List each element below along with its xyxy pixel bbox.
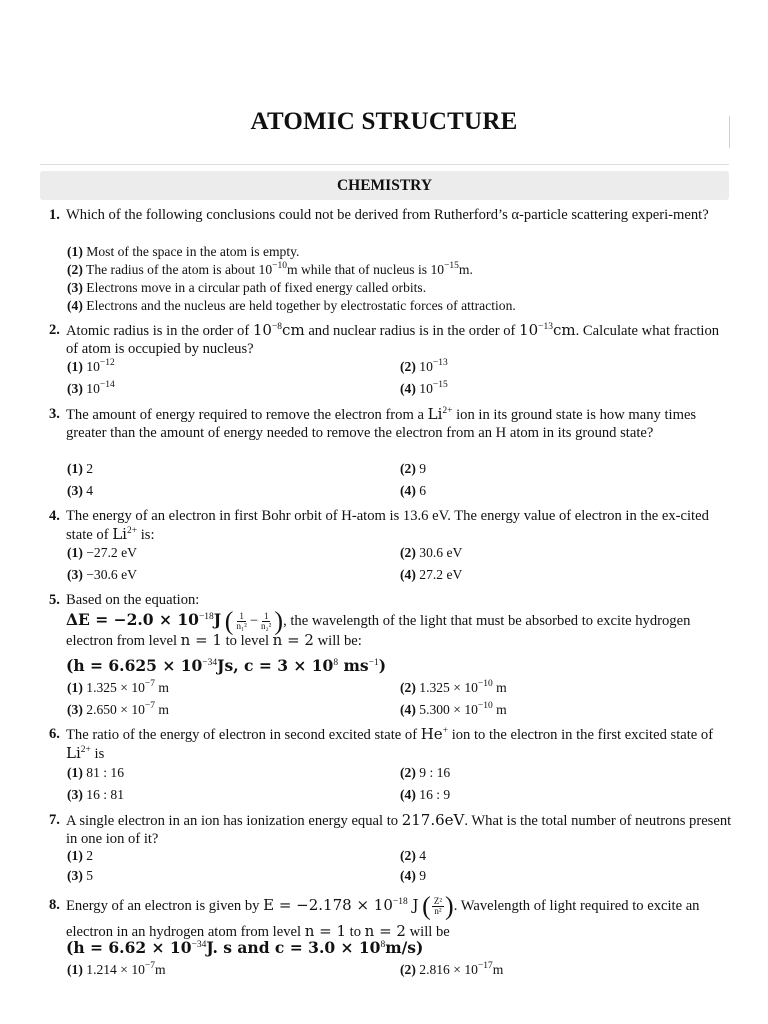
option-1: (1) $10^{-12}$ <box>67 358 115 374</box>
question-number: 2. <box>49 322 60 338</box>
option-2: (2) $10^{-13}$ <box>400 358 448 374</box>
subject-banner: CHEMISTRY <box>40 171 729 200</box>
question-text: Atomic radius is in the order of $10^{-8}cm$ and nuclear radius is in the order of $10^{-13}cm$. Calculate what fraction of atom is occupied by nucleus? <box>66 321 720 357</box>
question-3 <box>49 405 733 442</box>
option-text: Electrons and the nucleus are held together by electrostatic forces of attraction. <box>86 298 516 313</box>
option-2: (2) 30.6 eV <box>400 545 463 560</box>
option-text: The radius of the atom is about 10 <box>86 262 273 277</box>
option-label: (1) <box>67 244 83 259</box>
option-label: (4) <box>67 298 83 313</box>
question-text: The ratio of the energy of electron in second excited state of He+ ion to the electron in the first excited state of $Li^{2+}$ is <box>66 725 714 762</box>
question-text: Energy of an electron is given by $E = -2.178 \times 10^{-18}$ J ( $\frac{\text{Z²}}{\text{n²}}$ ). Wavelength of light required to excite an electron in an hydrogen atom from level n = 1 to n = 2 will be <box>66 891 700 940</box>
header-divider <box>729 116 730 148</box>
option-3 <box>67 280 426 296</box>
option-1: (1) $1.214 \times 10^{-7}m$ <box>67 961 166 977</box>
option-4 <box>67 298 516 314</box>
question-5 <box>49 591 733 609</box>
question-number: 1. <box>49 207 60 223</box>
option-2 <box>67 262 473 278</box>
option-4: (4) $10^{-15}$ <box>400 380 448 396</box>
option-1: (1) 81 : 16 <box>67 765 125 780</box>
option-text: m while that of nucleus is 10 <box>287 262 445 277</box>
option-2: (2) 4 <box>400 848 427 863</box>
option-4: (4) 6 <box>400 483 427 498</box>
question-number: 5. <box>49 592 60 608</box>
question-number: 7. <box>49 812 60 828</box>
option-2: (2) 9 <box>400 461 427 476</box>
option-3: (3) 4 <box>67 483 94 498</box>
option-1: (1) −27.2 eV <box>67 545 137 560</box>
option-1 <box>67 244 299 260</box>
question-text: A single electron in an ion has ionization energy equal to 217.6eV. What is the total number of neutrons present in one ion of it? <box>66 811 732 847</box>
option-4: (4) 27.2 eV <box>400 567 463 582</box>
fraction: $\frac{\text{Z²}}{\text{n²}}$ <box>433 896 443 917</box>
question-5-body: $\Delta E = -2.0 \times 10^{-18}J$ ( $\frac{1}{\text{n₁²}}$ − $\frac{1}{\text{n₂²}}$ ), the wavelength of the light that must be absorbed to excite hydrogen electron from level n = 1 to level n = 2 will be: <box>66 606 691 650</box>
question-text: The amount of energy required to remove the electron from a $Li^{2+}$ ion in its ground state is how many times greater than the amount of energy needed to remove the electron from an H atom in its ground state? <box>66 405 697 441</box>
option-3: (3) 16 : 81 <box>67 787 125 802</box>
question-text: Which of the following conclusions could not be derived from Rutherford’s α-particle scattering experi-ment? <box>66 207 709 223</box>
question-number: 3. <box>49 406 60 422</box>
option-text: Most of the space in the atom is empty. <box>86 244 300 259</box>
option-text: m. <box>458 262 473 277</box>
question-7 <box>49 811 733 848</box>
option-1: (1) $1.325 \times 10^{-7}$ m <box>67 679 170 695</box>
fraction: $\frac{1}{\text{n₁²}}$ <box>236 611 247 632</box>
option-2: (2) 9 : 16 <box>400 765 451 780</box>
question-number: 4. <box>49 508 60 524</box>
exponent: −15 <box>444 261 459 271</box>
option-4: (4) 16 : 9 <box>400 787 451 802</box>
question-text: Based on the equation: <box>66 592 200 608</box>
equation: ΔE = −2.0 × 10 <box>66 610 199 629</box>
option-1: (1) 2 <box>67 848 94 863</box>
exponent: −10 <box>272 261 287 271</box>
page-title: ATOMIC STRUCTURE <box>250 108 518 135</box>
option-2: (2) $1.325 \times 10^{-10}$ m <box>400 679 507 695</box>
question-6 <box>49 725 733 763</box>
fraction: $\frac{1}{\text{n₂²}}$ <box>261 611 272 632</box>
option-1: (1) 2 <box>67 461 94 476</box>
question-number: 8. <box>49 897 60 913</box>
option-text: Electrons move in a circular path of fixed energy called orbits. <box>86 280 427 295</box>
option-3: (3) $10^{-14}$ <box>67 380 115 396</box>
option-3: (3) 5 <box>67 868 94 883</box>
question-4 <box>49 507 733 544</box>
option-4: (4) $5.300 \times 10^{-10}$ m <box>400 701 507 717</box>
question-2 <box>49 321 733 358</box>
option-label: (2) <box>67 262 83 277</box>
option-2: (2) $2.816 \times 10^{-17}m$ <box>400 961 504 977</box>
constants-line: ($h = 6.62 \times 10^{-34}J$. s and $c = 3.0 \times 10^8m/s$) <box>66 938 424 957</box>
constants-line: ($h = 6.625 \times 10^{-34}Js$, $c = 3 \times 10^8$ $ms^{-1}$) <box>66 656 387 675</box>
option-label: (3) <box>67 280 83 295</box>
question-1 <box>49 206 733 224</box>
option-3: (3) −30.6 eV <box>67 567 137 582</box>
question-text: The energy of an electron in first Bohr orbit of H-atom is 13.6 eV. The energy value of electron in the ex-cited state of $Li^{2+}$ is: <box>66 508 709 543</box>
question-number: 6. <box>49 726 60 742</box>
option-4: (4) 9 <box>400 868 427 883</box>
option-3: (3) $2.650 \times 10^{-7}$ m <box>67 701 170 717</box>
title-rule <box>40 164 729 165</box>
